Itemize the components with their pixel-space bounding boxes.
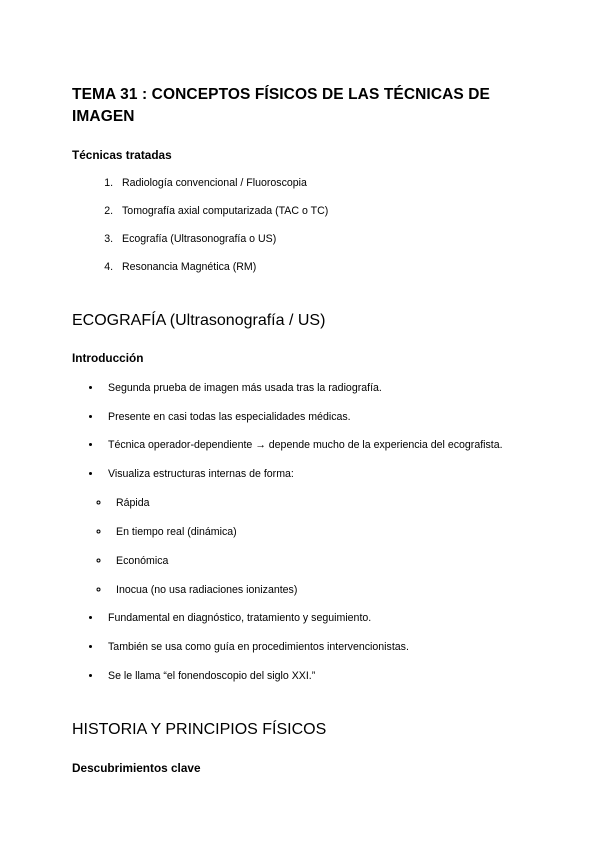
list-item: ◦ Rápida: [110, 496, 528, 511]
list-item: • Fundamental en diagnóstico, tratamiento y seguimiento.: [102, 611, 528, 626]
list-item: • También se usa como guía en procedimientos intervencionistas.: [102, 640, 528, 655]
section-heading-historia: HISTORIA Y PRINCIPIOS FÍSICOS: [72, 720, 327, 738]
list-item: ◦ En tiempo real (dinámica): [110, 525, 528, 540]
visualiza-sub-bullet-list: [72, 496, 528, 597]
list-item: ◦ Económica: [110, 554, 528, 569]
intro-bullet-list: [72, 381, 528, 482]
list-item: ◦ Inocua (no usa radiaciones ionizantes): [110, 583, 528, 598]
intro-bullet-list-continued: [72, 611, 528, 683]
list-item: • Presente en casi todas las especialidades médicas.: [102, 410, 528, 425]
section-heading-ecografia: ECOGRAFÍA (Ultrasonografía / US): [72, 311, 326, 329]
list-item: • Visualiza estructuras internas de forma:: [102, 467, 528, 482]
list-item: 2. Tomografía axial computarizada (TAC o TC): [116, 204, 528, 219]
list-item: 1. Radiología convencional / Fluoroscopia: [116, 176, 528, 191]
techniques-list: [72, 176, 528, 274]
techniques-heading: Técnicas tratadas: [72, 148, 172, 162]
list-item: • Segunda prueba de imagen más usada tras la radiografía.: [102, 381, 528, 396]
list-item: 4. Resonancia Magnética (RM): [116, 260, 528, 275]
page-title: TEMA 31 : CONCEPTOS FÍSICOS DE LAS TÉCNICAS DE IMAGEN: [72, 86, 490, 125]
descubrimientos-heading: Descubrimientos clave: [72, 760, 201, 775]
intro-heading: Introducción: [72, 351, 144, 366]
list-item: 3. Ecografía (Ultrasonografía o US): [116, 232, 528, 247]
list-item: • Se le llama “el fonendoscopio del siglo XXI.”: [102, 669, 528, 684]
list-item: • Técnica operador-dependiente → depende mucho de la experiencia del ecografista.: [102, 438, 528, 453]
